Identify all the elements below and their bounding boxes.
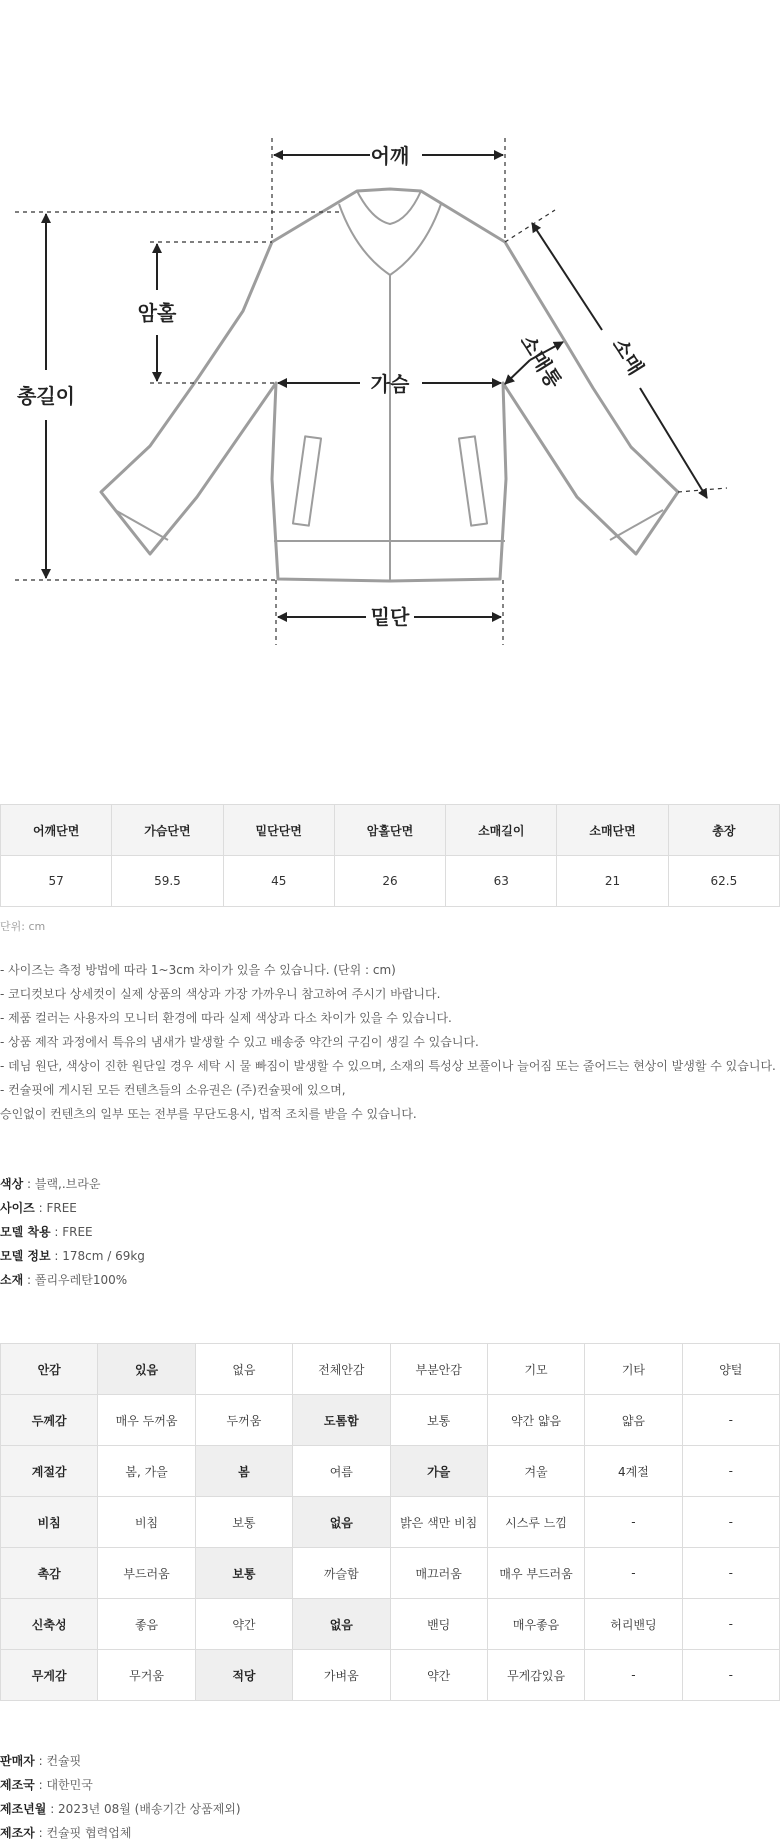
maker-value: : 컨슐핏 협력업체 bbox=[34, 1826, 132, 1840]
sleeve-arrow-top bbox=[532, 223, 602, 330]
maker-key: 제조년월 bbox=[0, 1802, 47, 1816]
info-model-wear bbox=[0, 1220, 780, 1244]
feature-row-label: 무게감 bbox=[1, 1650, 98, 1701]
size-value-cell: 57 bbox=[1, 856, 112, 907]
maker-date bbox=[0, 1797, 780, 1821]
feature-option-cell: 없음 bbox=[293, 1599, 390, 1650]
sleeve-width-arrow-bottom bbox=[505, 360, 530, 384]
feature-row-label: 비침 bbox=[1, 1497, 98, 1548]
feature-option-cell: 밝은 색만 비침 bbox=[390, 1497, 487, 1548]
feature-row-label: 계절감 bbox=[1, 1446, 98, 1497]
feature-option-cell: 전체안감 bbox=[293, 1344, 390, 1395]
feature-table bbox=[0, 1343, 780, 1701]
size-value-cell: 21 bbox=[557, 856, 668, 907]
feature-option-cell: 무거움 bbox=[98, 1650, 195, 1701]
size-value-cell: 26 bbox=[334, 856, 445, 907]
info-value: : 폴리우레탄100% bbox=[23, 1273, 128, 1287]
notice-line: - 컨슐핏에 게시된 모든 컨텐츠들의 소유권은 (주)컨슐핏에 있으며, bbox=[0, 1083, 346, 1097]
maker-key: 제조자 bbox=[0, 1826, 35, 1840]
chest-label: 가슴 bbox=[370, 372, 410, 396]
feature-option-cell: 무게감있음 bbox=[487, 1650, 584, 1701]
maker-value: : 컨슐핏 bbox=[34, 1754, 82, 1768]
feature-option-cell: 있음 bbox=[98, 1344, 195, 1395]
feature-option-cell: 기모 bbox=[487, 1344, 584, 1395]
feature-option-cell: 약간 bbox=[195, 1599, 292, 1650]
feature-option-cell: - bbox=[682, 1395, 779, 1446]
size-value-cell: 59.5 bbox=[112, 856, 223, 907]
feature-option-cell: 비침 bbox=[98, 1497, 195, 1548]
size-header-cell: 어깨단면 bbox=[1, 805, 112, 856]
feature-option-cell: 매우 두꺼움 bbox=[98, 1395, 195, 1446]
notice-line: 승인없이 컨텐츠의 일부 또는 전부를 무단도용시, 법적 조치를 받을 수 있습니다. bbox=[0, 1107, 417, 1121]
sleeve-label: 소매 bbox=[607, 333, 649, 380]
feature-row-label: 촉감 bbox=[1, 1548, 98, 1599]
notice-line: - 코디컷보다 상세컷이 실제 상품의 색상과 가장 가까우니 참고하여 주시기 바랍니다. bbox=[0, 987, 441, 1001]
size-table-value-row bbox=[1, 856, 780, 907]
size-table-header-row bbox=[1, 805, 780, 856]
feature-option-cell: 매우 부드러움 bbox=[487, 1548, 584, 1599]
feature-option-cell: 시스루 느낌 bbox=[487, 1497, 584, 1548]
feature-option-cell: - bbox=[682, 1497, 779, 1548]
feature-option-cell: 겨울 bbox=[487, 1446, 584, 1497]
feature-option-cell: - bbox=[585, 1548, 682, 1599]
info-size bbox=[0, 1196, 780, 1220]
shoulder-label: 어깨 bbox=[370, 144, 410, 168]
feature-option-cell: 까슬함 bbox=[293, 1548, 390, 1599]
size-header-cell: 소매단면 bbox=[557, 805, 668, 856]
feature-option-cell: 매끄러움 bbox=[390, 1548, 487, 1599]
feature-row-label: 안감 bbox=[1, 1344, 98, 1395]
feature-option-cell: - bbox=[585, 1497, 682, 1548]
size-header-cell: 가슴단면 bbox=[112, 805, 223, 856]
size-header-cell: 소매길이 bbox=[446, 805, 557, 856]
sleeve-width-label: 소매통 bbox=[515, 330, 567, 393]
feature-option-cell: - bbox=[682, 1446, 779, 1497]
feature-option-cell: 봄 bbox=[195, 1446, 292, 1497]
size-table bbox=[0, 804, 780, 907]
info-value: : FREE bbox=[34, 1201, 77, 1215]
feature-option-cell: - bbox=[585, 1650, 682, 1701]
info-value: : FREE bbox=[50, 1225, 93, 1239]
feature-option-cell: 없음 bbox=[195, 1344, 292, 1395]
feature-option-cell: 보통 bbox=[195, 1548, 292, 1599]
maker-country bbox=[0, 1773, 780, 1797]
feature-option-cell: 가을 bbox=[390, 1446, 487, 1497]
notice-list bbox=[0, 958, 780, 1126]
feature-option-cell: 여름 bbox=[293, 1446, 390, 1497]
size-value-cell: 45 bbox=[223, 856, 334, 907]
maker-key: 판매자 bbox=[0, 1754, 35, 1768]
feature-option-cell: 좋음 bbox=[98, 1599, 195, 1650]
sleeve-arrow-bottom bbox=[640, 388, 707, 498]
feature-option-cell: 밴딩 bbox=[390, 1599, 487, 1650]
hem-label: 밑단 bbox=[370, 605, 410, 629]
size-header-cell: 밑단단면 bbox=[223, 805, 334, 856]
feature-row bbox=[1, 1497, 780, 1548]
feature-option-cell: 없음 bbox=[293, 1497, 390, 1548]
feature-option-cell: 도톰함 bbox=[293, 1395, 390, 1446]
info-key: 모델 착용 bbox=[0, 1225, 51, 1239]
feature-option-cell: 허리밴딩 bbox=[585, 1599, 682, 1650]
notice-line: - 제품 컬러는 사용자의 모니터 환경에 따라 실제 색상과 다소 차이가 있을 수 있습니다. bbox=[0, 1011, 452, 1025]
feature-row bbox=[1, 1548, 780, 1599]
feature-option-cell: 약간 얇음 bbox=[487, 1395, 584, 1446]
size-value-cell: 62.5 bbox=[668, 856, 779, 907]
size-guide-diagram bbox=[0, 0, 780, 680]
notice-line: - 사이즈는 측정 방법에 따라 1~3cm 차이가 있을 수 있습니다. (단위 : cm) bbox=[0, 963, 396, 977]
feature-option-cell: 보통 bbox=[195, 1497, 292, 1548]
maker-value: : 2023년 08월 (배송기간 상품제외) bbox=[46, 1802, 241, 1816]
size-header-cell: 암홀단면 bbox=[334, 805, 445, 856]
feature-option-cell: 가벼움 bbox=[293, 1650, 390, 1701]
product-info bbox=[0, 1172, 780, 1292]
feature-row-label: 신축성 bbox=[1, 1599, 98, 1650]
info-value: : 178cm / 69kg bbox=[50, 1249, 145, 1263]
feature-option-cell: 얇음 bbox=[585, 1395, 682, 1446]
feature-option-cell: - bbox=[682, 1599, 779, 1650]
maker-value: : 대한민국 bbox=[34, 1778, 93, 1792]
feature-option-cell: 봄, 가을 bbox=[98, 1446, 195, 1497]
feature-option-cell: 약간 bbox=[390, 1650, 487, 1701]
info-color bbox=[0, 1172, 780, 1196]
feature-row bbox=[1, 1650, 780, 1701]
feature-option-cell: 4계절 bbox=[585, 1446, 682, 1497]
maker-info bbox=[0, 1749, 780, 1845]
feature-row bbox=[1, 1446, 780, 1497]
info-key: 모델 정보 bbox=[0, 1249, 51, 1263]
info-material bbox=[0, 1268, 780, 1292]
maker-seller bbox=[0, 1749, 780, 1773]
size-value-cell: 63 bbox=[446, 856, 557, 907]
feature-row bbox=[1, 1395, 780, 1446]
feature-option-cell: - bbox=[682, 1650, 779, 1701]
size-header-cell: 총장 bbox=[668, 805, 779, 856]
feature-option-cell: 부드러움 bbox=[98, 1548, 195, 1599]
maker-key: 제조국 bbox=[0, 1778, 35, 1792]
info-key: 사이즈 bbox=[0, 1201, 35, 1215]
info-model-spec bbox=[0, 1244, 780, 1268]
info-value: : 블랙,.브라운 bbox=[23, 1177, 101, 1191]
feature-option-cell: 기타 bbox=[585, 1344, 682, 1395]
feature-option-cell: 두꺼움 bbox=[195, 1395, 292, 1446]
feature-row bbox=[1, 1344, 780, 1395]
feature-option-cell: 양털 bbox=[682, 1344, 779, 1395]
maker-manufacturer bbox=[0, 1821, 780, 1845]
feature-option-cell: 보통 bbox=[390, 1395, 487, 1446]
notice-line: - 데님 원단, 색상이 진한 원단일 경우 세탁 시 물 빠짐이 발생할 수 있으며, 소재의 특성상 보풀이나 늘어짐 또는 줄어드는 현상이 발생할 수 있습니다. bbox=[0, 1059, 776, 1073]
feature-option-cell: 적당 bbox=[195, 1650, 292, 1701]
feature-option-cell: 매우좋음 bbox=[487, 1599, 584, 1650]
notice-line: - 상품 제작 과정에서 특유의 냄새가 발생할 수 있고 배송중 약간의 구김이 생길 수 있습니다. bbox=[0, 1035, 479, 1049]
feature-row-label: 두께감 bbox=[1, 1395, 98, 1446]
feature-row bbox=[1, 1599, 780, 1650]
unit-note: 단위: cm bbox=[0, 920, 46, 933]
info-key: 색상 bbox=[0, 1177, 24, 1191]
armhole-label: 암홀 bbox=[137, 301, 177, 325]
total-length-label: 총길이 bbox=[17, 384, 75, 408]
feature-option-cell: 부분안감 bbox=[390, 1344, 487, 1395]
jacket-sketch bbox=[0, 0, 780, 680]
feature-option-cell: - bbox=[682, 1548, 779, 1599]
info-key: 소재 bbox=[0, 1273, 24, 1287]
